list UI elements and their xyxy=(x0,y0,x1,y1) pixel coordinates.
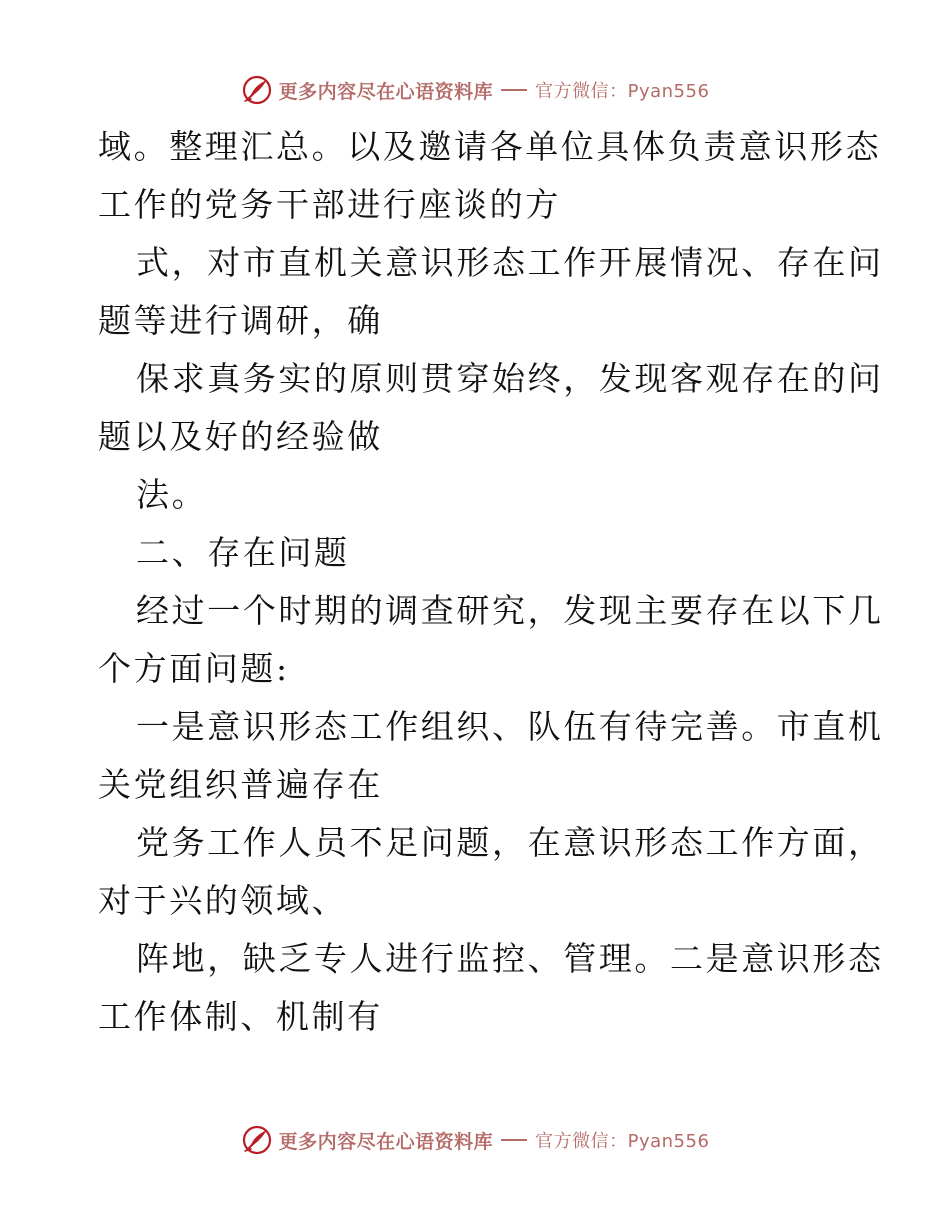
text-line: 经过一个时期的调查研究，发现主要存在以下几 xyxy=(136,591,884,630)
text-line: 题以及好的经验做 xyxy=(98,417,383,456)
text-line: 工作的党务干部进行座谈的方 xyxy=(98,185,561,224)
section-heading: 二、存在问题 xyxy=(136,533,350,572)
text-line: 阵地，缺乏专人进行监控、管理。二是意识形态 xyxy=(136,939,884,978)
banner-wechat-text: 官方微信：Pyan556 xyxy=(535,81,710,102)
footer-banner xyxy=(0,1123,950,1157)
text-line: 关党组织普遍存在 xyxy=(98,765,383,804)
header-banner xyxy=(0,73,950,107)
text-line: 一是意识形态工作组织、队伍有待完善。市直机 xyxy=(136,707,884,746)
text-line: 题等进行调研，确 xyxy=(98,301,383,340)
text-line: 域。整理汇总。以及邀请各单位具体负责意识形态 xyxy=(98,127,882,166)
text-line: 法。 xyxy=(136,475,208,514)
text-line: 对于兴的领域、 xyxy=(98,881,348,920)
quill-logo-icon xyxy=(241,74,273,106)
banner-site-text: 更多内容尽在心语资料库 xyxy=(278,1130,494,1153)
text-line: 式，对市直机关意识形态工作开展情况、存在问 xyxy=(136,243,884,282)
text-line: 党务工作人员不足问题，在意识形态工作方面， xyxy=(136,823,884,862)
banner-wechat-text: 官方微信：Pyan556 xyxy=(535,1131,710,1152)
text-line: 个方面问题: xyxy=(98,649,290,688)
text-line: 保求真务实的原则贯穿始终，发现客观存在的问 xyxy=(136,359,884,398)
quill-logo-icon xyxy=(241,1124,273,1156)
text-line: 工作体制、机制有 xyxy=(98,997,383,1036)
banner-dash xyxy=(501,1139,527,1141)
banner-dash xyxy=(501,89,527,91)
banner-site-text: 更多内容尽在心语资料库 xyxy=(278,80,494,103)
document-body xyxy=(98,118,884,1046)
